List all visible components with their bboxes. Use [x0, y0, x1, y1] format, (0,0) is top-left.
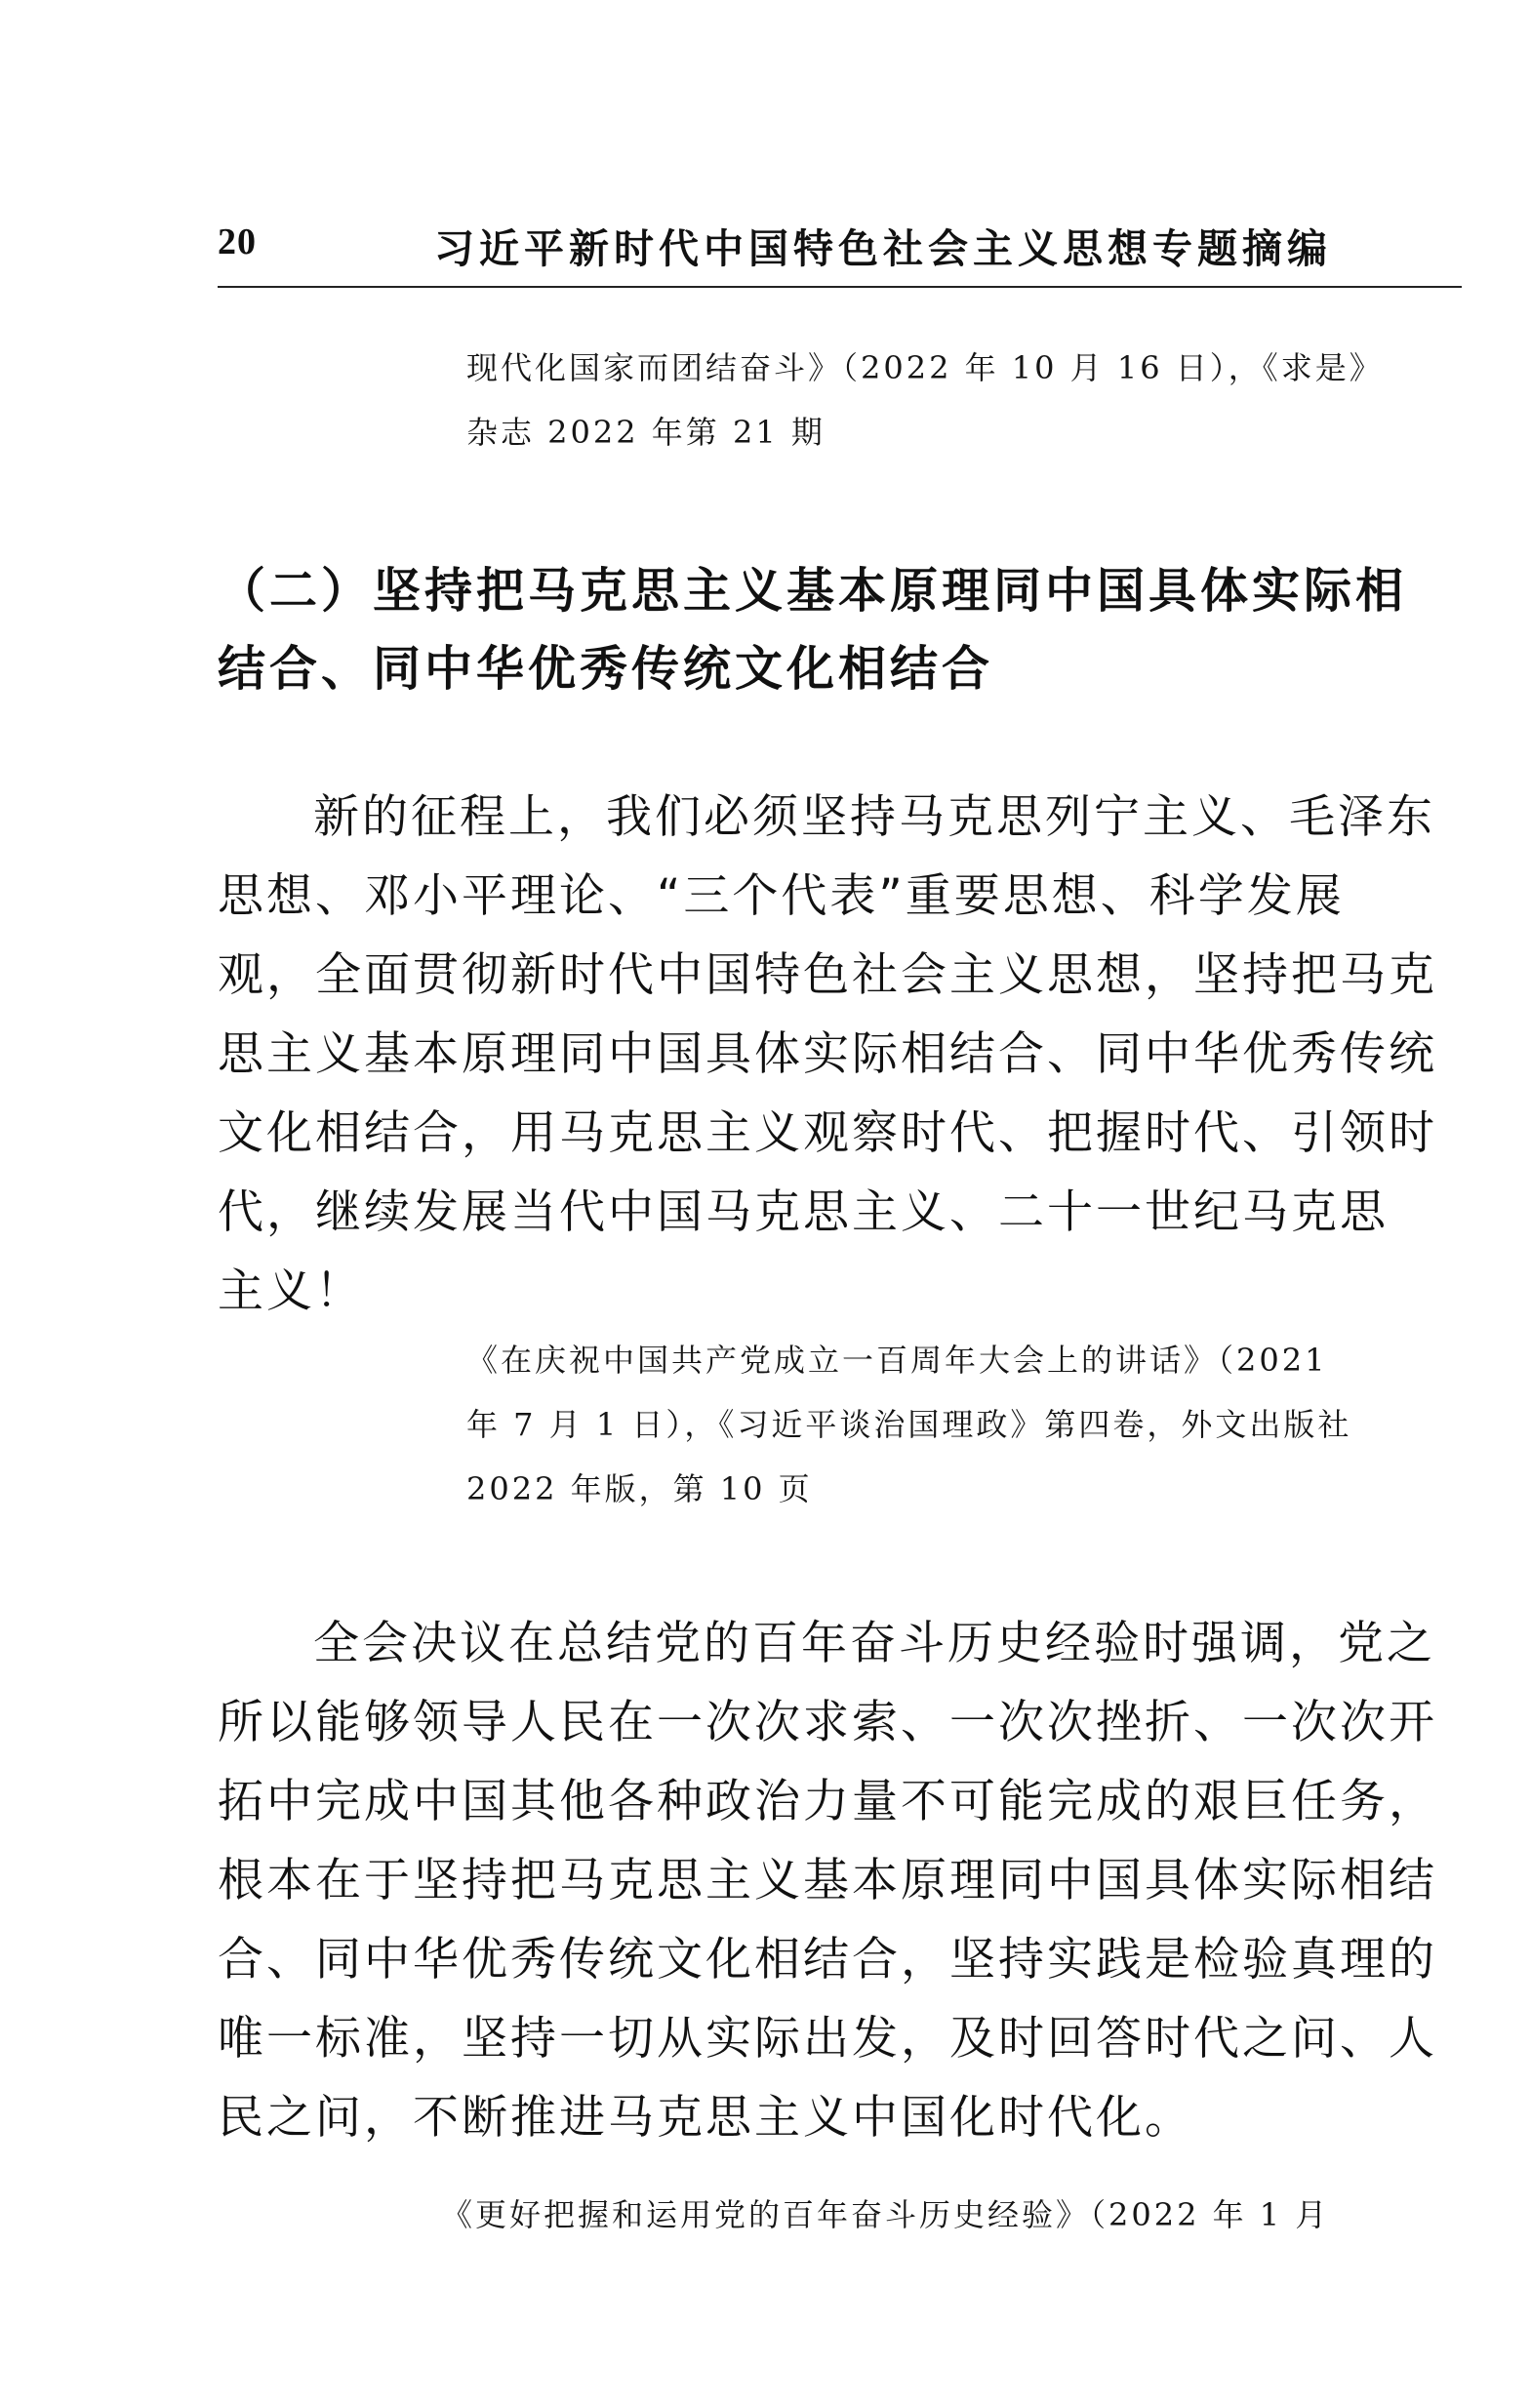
paragraph-line: 唯一标准，坚持一切从实际出发，及时回答时代之问、人	[218, 2012, 1437, 2066]
paragraph-line: 思想、邓小平理论、“三个代表”重要思想、科学发展	[218, 869, 1345, 923]
paragraph-line: 文化相结合，用马克思主义观察时代、把握时代、引领时	[218, 1106, 1437, 1160]
citation-line: 《更好把握和运用党的百年奋斗历史经验》（2022 年 1 月	[441, 2196, 1330, 2233]
paragraph-line: 新的征程上，我们必须坚持马克思列宁主义、毛泽东	[313, 790, 1435, 844]
paragraph-line: 观，全面贯彻新时代中国特色社会主义思想，坚持把马克	[218, 948, 1437, 1002]
paragraph-line: 所以能够领导人民在一次次求索、一次次挫折、一次次开	[218, 1696, 1437, 1749]
section-heading	[218, 552, 1467, 708]
citation-mid	[466, 1328, 1351, 1521]
paragraph-line: 根本在于坚持把马克思主义基本原理同中国具体实际相结	[218, 1854, 1437, 1907]
section-heading-line: 结合、同中华优秀传统文化相结合	[218, 641, 994, 697]
citation-line: 现代化国家而团结奋斗》（2022 年 10 月 16 日），《求是》	[466, 349, 1384, 386]
paragraph-line: 代，继续发展当代中国马克思主义、二十一世纪马克思	[218, 1185, 1389, 1239]
paragraph-line: 全会决议在总结党的百年奋斗历史经验时强调，党之	[313, 1617, 1435, 1670]
section-heading-line: （二）坚持把马克思主义基本原理同中国具体实际相	[218, 563, 1408, 619]
paragraph-line: 思主义基本原理同中国具体实际相结合、同中华优秀传统	[218, 1027, 1437, 1081]
page-number: 20	[218, 221, 257, 262]
paragraph-line: 拓中完成中国其他各种政治力量不可能完成的艰巨任务，	[218, 1775, 1437, 1828]
paragraph-line: 主义！	[218, 1264, 364, 1318]
citation-line: 2022 年版，第 10 页	[466, 1470, 813, 1507]
citation-line: 杂志 2022 年第 21 期	[466, 414, 826, 451]
running-header	[218, 217, 1462, 285]
citation-line: 《在庆祝中国共产党成立一百周年大会上的讲话》（2021	[466, 1342, 1328, 1379]
paragraph-line: 合、同中华优秀传统文化相结合，坚持实践是检验真理的	[218, 1933, 1437, 1987]
paragraph-1	[218, 778, 1467, 1331]
header-rule	[218, 286, 1462, 288]
citation-line: 年 7 月 1 日），《习近平谈治国理政》第四卷，外文出版社	[466, 1406, 1352, 1443]
citation-top	[466, 336, 1384, 464]
paragraph-line: 民之问，不断推进马克思主义中国化时代化。	[218, 2091, 1193, 2145]
citation-bottom	[441, 2183, 1329, 2247]
paragraph-2	[218, 1604, 1467, 2157]
running-title: 习近平新时代中国特色社会主义思想专题摘编	[434, 225, 1332, 272]
